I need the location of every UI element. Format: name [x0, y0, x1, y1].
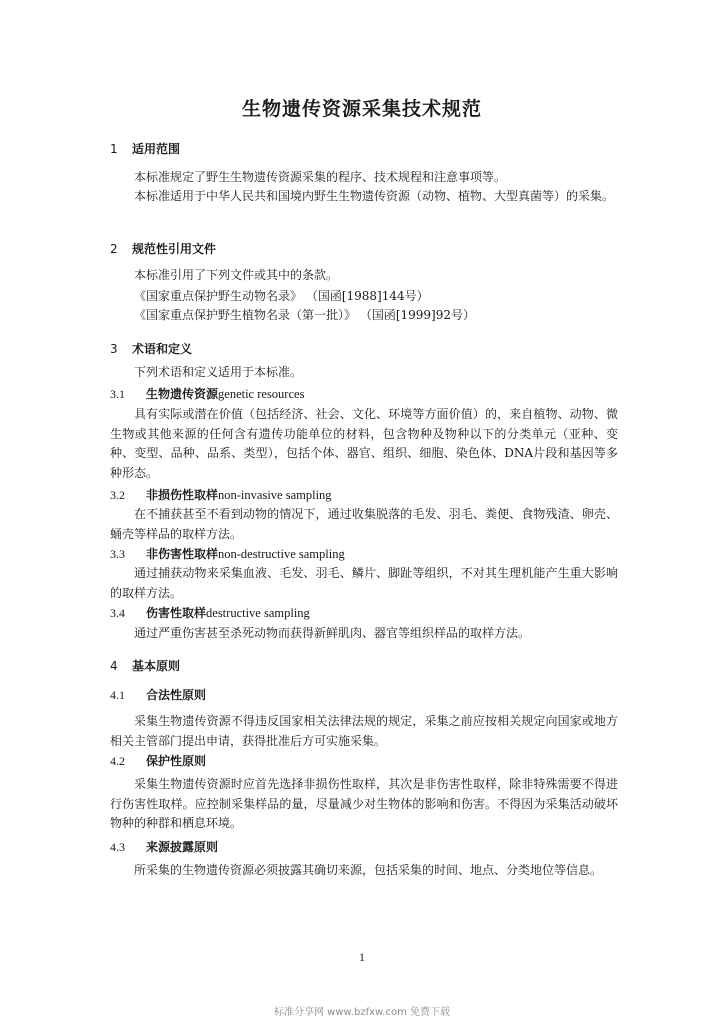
term-3-2-heading	[110, 486, 332, 503]
reference-2: 《国家重点保护野生植物名录（第一批）》 （国函[1999]92号）	[134, 308, 475, 322]
principle-4-1-text: 采集生物遗传资源不得违反国家相关法律法规的规定，采集之前应按相关规定向国家或地方相关主管部门提出申请，获得批准后方可实施采集。	[110, 714, 618, 748]
document-title: 生物遗传资源采集技术规范	[241, 98, 482, 120]
principle-title: 合法性原则	[146, 688, 207, 702]
term-number: 3.1	[110, 387, 125, 401]
term-cn: 生物遗传资源	[146, 387, 219, 401]
section-number: 4	[110, 659, 118, 673]
section-2-paragraph: 本标准引用了下列文件或其中的条款。	[134, 268, 339, 282]
term-number: 3.4	[110, 606, 125, 620]
principle-number: 4.2	[110, 754, 125, 768]
section-1-paragraph-1: 本标准规定了野生生物遗传资源采集的程序、技术规程和注意事项等。	[134, 170, 507, 184]
principle-4-2-heading	[110, 752, 206, 769]
section-1-heading	[110, 140, 180, 157]
section-title: 规范性引用文件	[132, 242, 217, 256]
term-cn: 伤害性取样	[146, 606, 207, 620]
principle-number: 4.1	[110, 688, 125, 702]
section-1-paragraph-2: 本标准适用于中华人民共和国境内野生生物遗传资源（动物、植物、大型真菌等）的采集。	[134, 189, 615, 203]
term-3-3-heading	[110, 545, 345, 562]
principle-title: 来源披露原则	[146, 840, 219, 854]
term-3-4-definition: 通过严重伤害甚至杀死动物而获得新鲜肌肉、器官等组织样品的取样方法。	[134, 626, 531, 640]
term-en: genetic resources	[218, 387, 305, 401]
term-cn: 非伤害性取样	[146, 547, 219, 561]
term-3-4-heading	[110, 604, 310, 621]
term-3-3-definition: 通过捕获动物来采集血液、毛发、羽毛、鳞片、脚趾等组织，不对其生理机能产生重大影响的取样方法。	[110, 566, 618, 600]
section-3-paragraph: 下列术语和定义适用于本标准。	[134, 365, 303, 379]
section-number: 2	[110, 242, 118, 256]
principle-4-3-heading	[110, 838, 218, 855]
principle-4-1-heading	[110, 686, 206, 703]
term-number: 3.2	[110, 488, 125, 502]
section-title: 适用范围	[132, 142, 181, 156]
term-en: non-invasive sampling	[218, 488, 332, 502]
section-4-heading	[110, 657, 180, 674]
section-2-heading	[110, 240, 216, 257]
principle-title: 保护性原则	[146, 754, 207, 768]
term-3-1-heading	[110, 385, 304, 402]
section-3-heading	[110, 340, 192, 357]
principle-4-2-text: 采集生物遗传资源时应首先选择非损伤性取样，其次是非伤害性取样，除非特殊需要不得进行伤害性取样。应控制采集样品的量，尽量减少对生物体的影响和伤害。不得因为采集活动破坏物种的种群和栖息环境。	[110, 777, 618, 830]
section-title: 基本原则	[132, 659, 181, 673]
section-title: 术语和定义	[132, 342, 193, 356]
principle-4-3-text: 所采集的生物遗传资源必须披露其确切来源，包括采集的时间、地点、分类地位等信息。	[134, 863, 603, 877]
footer-watermark[interactable]: 标准分享网 www.bzfxw.com 免费下载	[274, 1007, 450, 1018]
term-cn: 非损伤性取样	[146, 488, 219, 502]
page-number: 1	[359, 950, 365, 964]
term-3-1-definition: 具有实际或潜在价值（包括经济、社会、文化、环境等方面价值）的，来自植物、动物、微生物或其他来源的任何含有遗传功能单位的材料，包含物种及物种以下的分类单元（亚种、变种、变型、品种、品系、类型），包括个体、器官、组织、细胞、染色体、DNA片段和基因等多种形态。	[110, 407, 618, 480]
principle-number: 4.3	[110, 840, 125, 854]
section-number: 1	[110, 142, 118, 156]
term-en: non-destructive sampling	[218, 547, 345, 561]
term-3-2-definition: 在不捕获甚至不看到动物的情况下，通过收集脱落的毛发、羽毛、粪便、食物残渣、卵壳、蛹壳等样品的取样方法。	[110, 507, 618, 541]
section-number: 3	[110, 342, 118, 356]
term-number: 3.3	[110, 547, 125, 561]
term-en: destructive sampling	[206, 606, 310, 620]
reference-1: 《国家重点保护野生动物名录》 （国函[1988]144号）	[134, 289, 429, 303]
